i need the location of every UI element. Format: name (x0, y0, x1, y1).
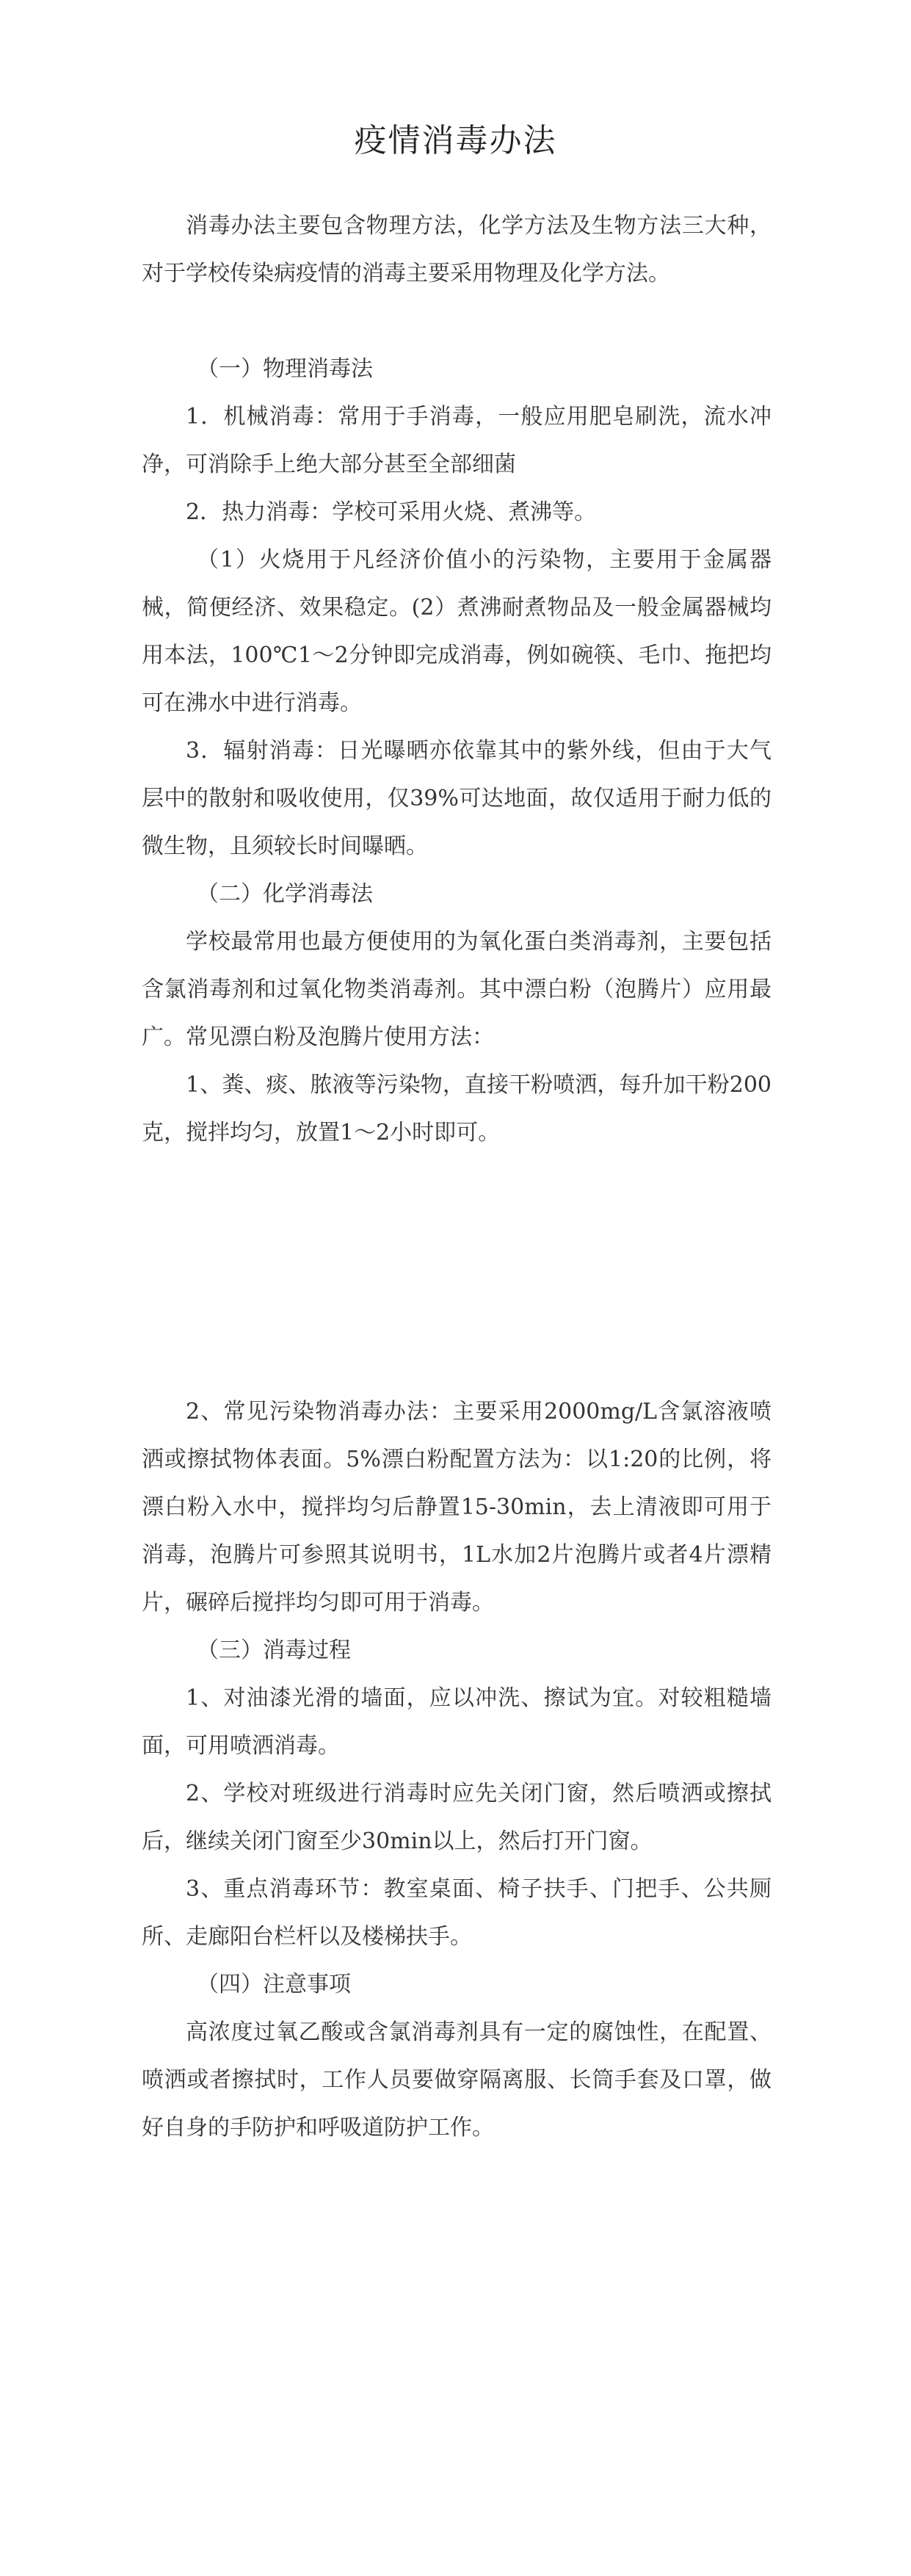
paragraph-chemical-intro: 学校最常用也最方便使用的为氧化蛋白类消毒剂，主要包括含氯消毒剂和过氧化物类消毒剂。其中漂白粉（泡腾片）应用最广。常见漂白粉及泡腾片使用方法： (142, 929, 772, 1050)
section-heading-notes: （四）注意事项 (197, 1972, 351, 1997)
paragraph-radiation: 3．辐射消毒：日光曝晒亦依靠其中的紫外线，但由于大气层中的散射和吸收使用，仅39%可达地面，故仅适用于耐力低的微生物，且须较长时间曝晒。 (142, 738, 772, 859)
paragraph-mechanical: 1．机械消毒：常用于手消毒，一般应用肥皂刷洗，流水冲净，可消除手上绝大部分甚至全部细菌 (142, 404, 772, 477)
paragraph-common-pollutant: 2、常见污染物消毒办法：主要采用2000mg/L含氯溶液喷洒或擦拭物体表面。5%漂白粉配置方法为：以1:20的比例，将漂白粉入水中，搅拌均匀后静置15-30min，去上清液即可用于消毒，泡腾片可参照其说明书，1L水加2片泡腾片或者4片漂精片，碾碎后搅拌均匀即可用于消毒。 (142, 1399, 772, 1616)
section-heading-process: （三）消毒过程 (197, 1638, 351, 1663)
paragraph-wall: 1、对油漆光滑的墙面，应以冲洗、擦试为宜。对较粗糙墙面，可用喷洒消毒。 (142, 1685, 772, 1759)
intro-paragraph: 消毒办法主要包含物理方法，化学方法及生物方法三大种，对于学校传染病疫情的消毒主要采用物理及化学方法。 (142, 213, 772, 286)
section-heading-chemical: （二）化学消毒法 (197, 881, 373, 907)
paragraph-fire-boil: （1）火烧用于凡经济价值小的污染物，主要用于金属器械，简便经济、效果稳定。(2）煮沸耐煮物品及一般金属器械均用本法，100℃1～2分钟即完成消毒，例如碗筷、毛巾、拖把均可在沸水中进行消毒。 (142, 547, 772, 716)
section-heading-physical: （一）物理消毒法 (197, 356, 373, 382)
paragraph-classroom: 2、学校对班级进行消毒时应先关闭门窗，然后喷洒或擦拭后，继续关闭门窗至少30min以上，然后打开门窗。 (142, 1781, 772, 1854)
paragraph-notes: 高浓度过氧乙酸或含氯消毒剂具有一定的腐蚀性，在配置、喷洒或者擦拭时，工作人员要做穿隔离服、长筒手套及口罩，做好自身的手防护和呼吸道防护工作。 (142, 2019, 772, 2141)
page-title: 疫情消毒办法 (354, 122, 557, 159)
paragraph-key-points: 3、重点消毒环节：教室桌面、椅子扶手、门把手、公共厕所、走廊阳台栏杆以及楼梯扶手。 (142, 1876, 772, 1950)
paragraph-feces: 1、粪、痰、脓液等污染物，直接干粉喷洒，每升加干粉200克，搅拌均匀，放置1～2小时即可。 (142, 1072, 772, 1146)
paragraph-thermal: 2．热力消毒：学校可采用火烧、煮沸等。 (186, 499, 597, 525)
